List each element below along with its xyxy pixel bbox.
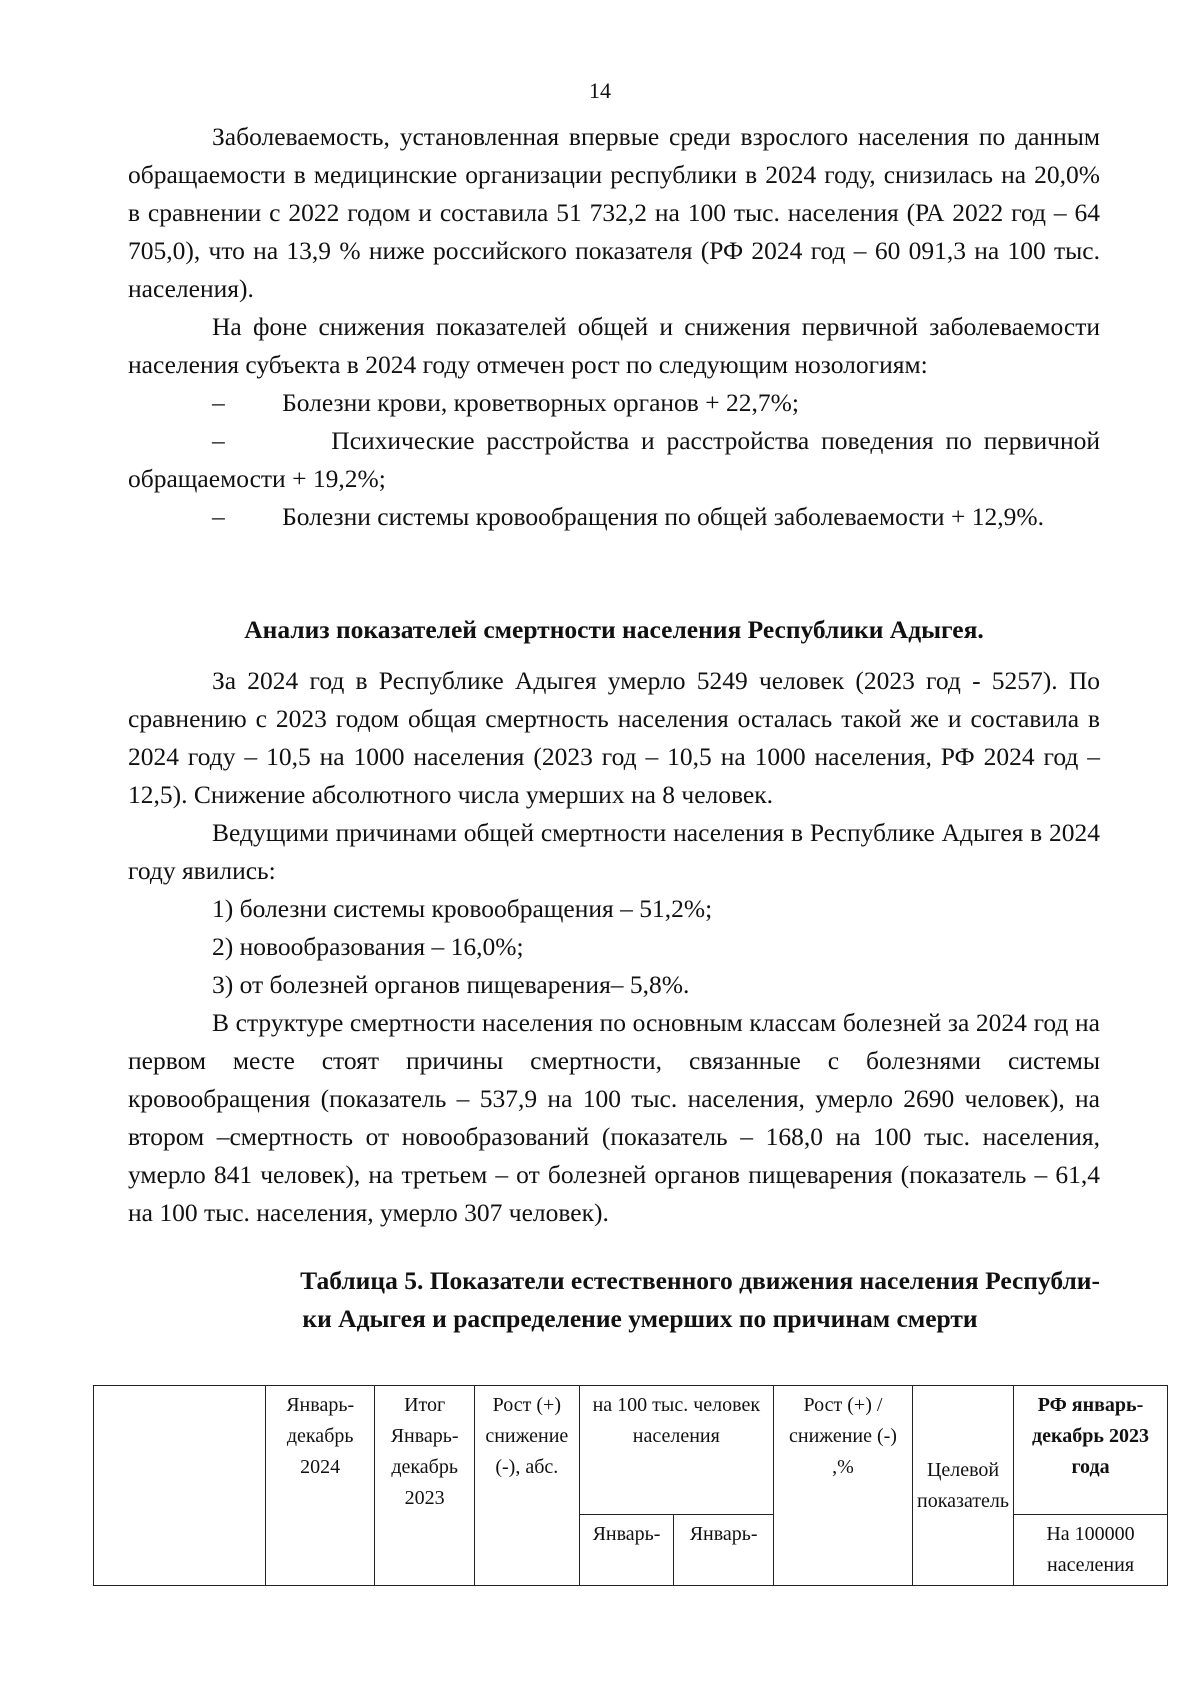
numbered-item: 3) от болезней органов пищеварения– 5,8%. [212,970,690,999]
header-total-2023: Итог Январь-декабрь 2023 [375,1386,475,1586]
list-item [128,384,1100,422]
header-rf-sub: На 100000 населения [1014,1515,1168,1586]
header-per-100k: на 100 тыс. человек населения [579,1386,773,1515]
list-item-text: Болезни крови, кроветворных органов + 22,7%; [282,388,799,417]
numbered-item: 1) болезни системы кровообращения – 51,2%; [212,894,713,923]
table-caption-line: Таблица 5. Показатели естественного движения населения Республи- [300,1266,1100,1295]
dash-marker: – [212,502,225,531]
table-5-header [93,1385,1168,1586]
numbered-item: 2) новообразования – 16,0%; [212,932,524,961]
dash-marker: – [212,426,225,455]
list-item-text: Болезни системы кровообращения по общей заболеваемости + 12,9%. [282,502,1044,531]
list-item [128,422,1100,498]
header-sub-b: Январь- [674,1515,774,1586]
paragraph-mortality: За 2024 год в Республике Адыгея умерло 5249 человек (2023 год - 5257). По сравнению с 2023 годом общая смертность населения осталась такой же и составила в 2024 году – 10,5 на 1000 населения (2023 год – 10,5 на 1000 населения, РФ 2024 год – 12,5). Снижение абсолютного числа умерших на 8 человек. [128,666,1100,809]
paragraph-structure: В структуре смертности населения по основным классам болезней за 2024 год на первом месте стоят причины смертности, связанные с болезнями системы кровообращения (показатель – 537,9 на 100 тыс. населения, умерло 2690 человек), на втором –смертность от новообразований (показатель – 168,0 на 100 тыс. населения, умерло 841 человек), на третьем – от болезней органов пищеварения (показатель – 61,4 на 100 тыс. населения, умерло 307 человек). [128,1008,1100,1227]
header-growth-abs: Рост (+) снижение (-), абс. [474,1386,579,1586]
page-number: 14 [589,78,611,103]
header-growth-pct: Рост (+) / снижение (-) ,% [773,1386,912,1586]
table-caption-line: ки Адыгея и распределение умерших по причинам смерти [302,1304,978,1333]
section-heading: Анализ показателей смертности населения Республики Адыгея. [244,615,984,644]
header-jan-dec-2024: Январь-декабрь 2024 [265,1386,374,1586]
body-text-block-2 [128,662,1100,1232]
header-sub-a: Январь- [579,1515,674,1586]
header-rf: РФ январь-декабрь 2023 года [1014,1386,1168,1515]
dash-marker: – [212,388,225,417]
list-item-text: Психические расстройства и расстройства поведения по первичной обращаемости + 19,2%; [128,426,1101,493]
table-header-empty-cell [94,1386,266,1586]
body-text-block-1 [128,118,1100,536]
paragraph-incidence: Заболеваемость, установленная впервые среди взрослого населения по данным обращаемости в медицинские организации республики в 2024 году, снизилась на 20,0% в сравнении с 2022 годом и составила 51 732,2 на 100 тыс. населения (РА 2022 год – 64 705,0), что на 13,9 % ниже российского показателя (РФ 2024 год – 60 091,3 на 100 тыс. населения). [128,122,1100,303]
list-item [128,498,1100,536]
table-caption [180,1262,1100,1338]
header-target: Целевой показатель [913,1386,1014,1586]
paragraph-background: На фоне снижения показателей общей и снижения первичной заболеваемости населения субъекта в 2024 году отмечен рост по следующим нозологиям: [128,312,1100,379]
paragraph-leading-causes: Ведущими причинами общей смертности населения в Республике Адыгея в 2024 году явились: [128,818,1100,885]
